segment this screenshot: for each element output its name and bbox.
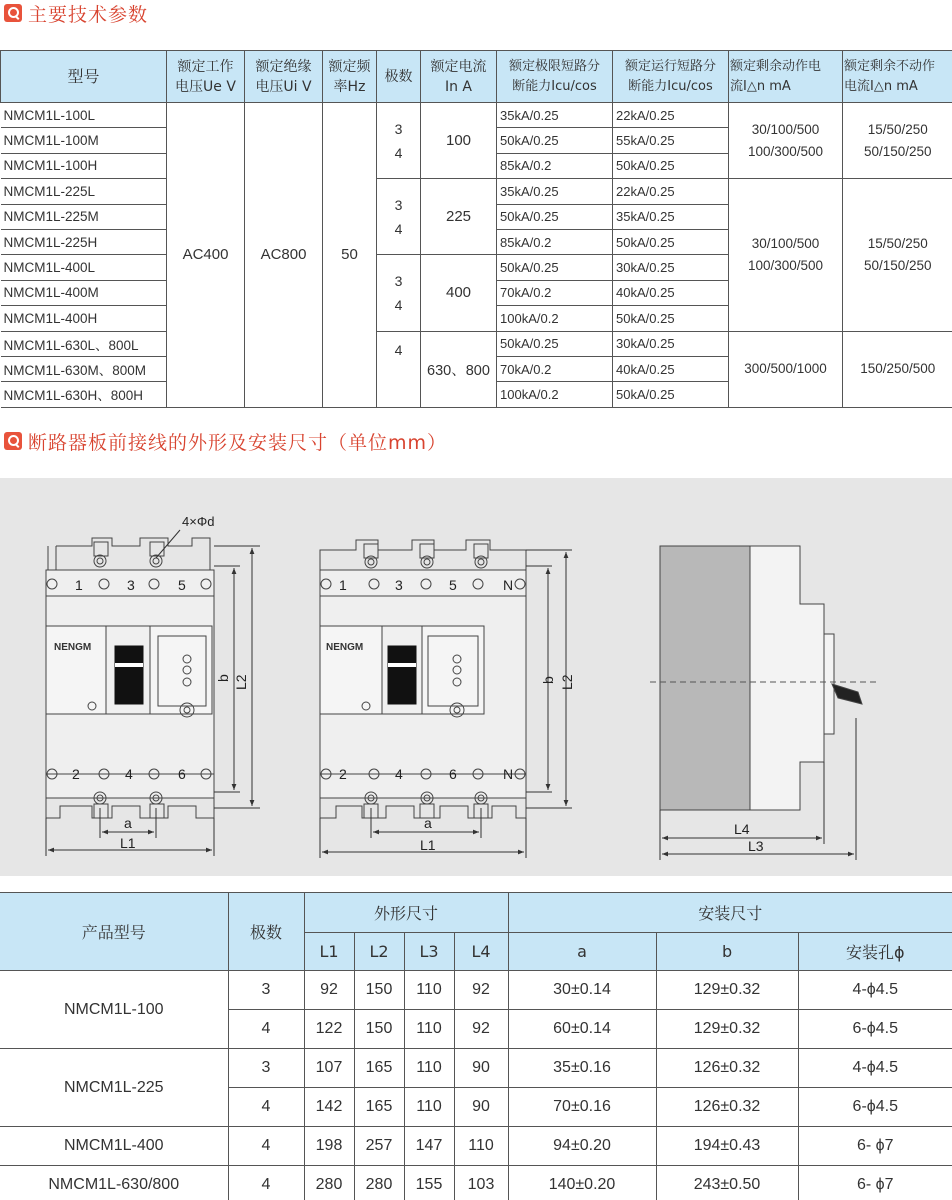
model-cell: NMCM1L-225M [1, 204, 167, 229]
search-icon [4, 4, 22, 22]
table-row [1, 331, 952, 356]
ics-cell: 35kA/0.25 [613, 204, 729, 229]
L4-cell: 90 [454, 1088, 508, 1127]
idno-cell: 150/250/500 [843, 331, 952, 407]
poles-cell: 4 [377, 331, 421, 407]
a-cell: 70±0.16 [508, 1088, 656, 1127]
L3-cell: 155 [404, 1166, 454, 1200]
model-cell: NMCM1L-100M [1, 128, 167, 153]
header-icu: 额定极限短路分 断能力Icu/cos [497, 51, 613, 103]
ui-cell: AC800 [245, 103, 323, 408]
hole-cell: 4-ϕ4.5 [798, 971, 952, 1010]
header-a: a [508, 933, 656, 971]
L3-cell: 110 [404, 1010, 454, 1049]
icu-cell: 70kA/0.2 [497, 356, 613, 381]
terminal-label: 4 [395, 766, 403, 782]
L3-cell: 110 [404, 1088, 454, 1127]
ics-cell: 40kA/0.25 [613, 280, 729, 305]
b-cell: 126±0.32 [656, 1049, 798, 1088]
model-cell: NMCM1L-100L [1, 103, 167, 128]
poles-cell: 3 4 [377, 103, 421, 179]
L2-cell: 280 [354, 1166, 404, 1200]
b-cell: 129±0.32 [656, 971, 798, 1010]
L2-cell: 150 [354, 1010, 404, 1049]
terminal-label: 2 [339, 766, 347, 782]
ics-cell: 30kA/0.25 [613, 255, 729, 280]
idn-cell: 30/100/500 100/300/500 [729, 179, 843, 331]
ics-cell: 50kA/0.25 [613, 153, 729, 178]
leader-line [156, 530, 180, 558]
four-pole-front-view [320, 540, 526, 818]
terminal-label: 3 [395, 577, 403, 593]
a-cell: 35±0.16 [508, 1049, 656, 1088]
spec-section-title: 主要技术参数 [4, 0, 148, 26]
idn-cell: 30/100/500 100/300/500 [729, 103, 843, 179]
header-product: 产品型号 [0, 893, 228, 971]
icu-cell: 50kA/0.25 [497, 331, 613, 356]
header-model: 型号 [1, 51, 167, 103]
terminal-label: 5 [449, 577, 457, 593]
L1-cell: 107 [304, 1049, 354, 1088]
dim-header-row [0, 893, 952, 933]
model-cell: NMCM1L-225H [1, 229, 167, 254]
idno-cell: 15/50/250 50/150/250 [843, 179, 952, 331]
header-poles: 极数 [377, 51, 421, 103]
poles-cell: 4 [228, 1166, 304, 1200]
table-row [1, 103, 952, 128]
terminal-label: 5 [178, 577, 186, 593]
icu-cell: 35kA/0.25 [497, 103, 613, 128]
b-cell: 129±0.32 [656, 1010, 798, 1049]
L2-cell: 165 [354, 1088, 404, 1127]
hole-cell: 6- ϕ7 [798, 1166, 952, 1200]
model-cell: NMCM1L-630L、800L [1, 331, 167, 356]
L4-cell: 90 [454, 1049, 508, 1088]
header-idn: 额定剩余动作电 流I△n mA [729, 51, 843, 103]
a-cell: 94±0.20 [508, 1127, 656, 1166]
search-icon [4, 432, 22, 450]
dim-label-L2: L2 [233, 674, 249, 690]
dimension-diagram [0, 478, 952, 876]
model-cell: NMCM1L-400M [1, 280, 167, 305]
L2-cell: 150 [354, 971, 404, 1010]
hole-cell: 6- ϕ7 [798, 1127, 952, 1166]
current-cell: 630、800 [421, 331, 497, 407]
terminal-label: N [503, 577, 514, 593]
terminal-label: 4 [125, 766, 133, 782]
current-cell: 225 [421, 179, 497, 255]
table-row [0, 971, 952, 1010]
model-cell: NMCM1L-225L [1, 179, 167, 204]
dim-label-a: a [124, 815, 132, 831]
header-idno: 额定剩余不动作 电流I△n mA [843, 51, 952, 103]
L2-cell: 257 [354, 1127, 404, 1166]
header-L3: L3 [404, 933, 454, 971]
poles-cell: 4 [228, 1127, 304, 1166]
L4-cell: 110 [454, 1127, 508, 1166]
brand-logo: NENGM [326, 642, 364, 653]
hole-cell: 6-ϕ4.5 [798, 1010, 952, 1049]
terminal-label: 6 [449, 766, 457, 782]
product-cell: NMCM1L-100 [0, 971, 228, 1049]
dim-label-L2: L2 [559, 674, 575, 690]
side-view [650, 546, 880, 810]
terminal-label: N [503, 766, 514, 782]
dim-label-L3: L3 [748, 838, 764, 854]
dim-label-L1: L1 [420, 837, 436, 853]
b-cell: 243±0.50 [656, 1166, 798, 1200]
model-cell: NMCM1L-400L [1, 255, 167, 280]
ics-cell: 50kA/0.25 [613, 306, 729, 331]
a-cell: 60±0.14 [508, 1010, 656, 1049]
hole-label: 4×Φd [182, 514, 215, 529]
icu-cell: 70kA/0.2 [497, 280, 613, 305]
L3-cell: 110 [404, 1049, 454, 1088]
b-cell: 194±0.43 [656, 1127, 798, 1166]
terminal-label: 1 [75, 577, 83, 593]
brand-logo: NENGM [54, 642, 92, 653]
hole-cell: 4-ϕ4.5 [798, 1049, 952, 1088]
terminal-label: 3 [127, 577, 135, 593]
icu-cell: 35kA/0.25 [497, 179, 613, 204]
terminal-label: 1 [339, 577, 347, 593]
ics-cell: 50kA/0.25 [613, 229, 729, 254]
product-cell: NMCM1L-630/800 [0, 1166, 228, 1200]
poles-cell: 3 4 [377, 179, 421, 255]
freq-cell: 50 [323, 103, 377, 408]
ics-cell: 50kA/0.25 [613, 382, 729, 407]
L2-cell: 165 [354, 1049, 404, 1088]
model-cell: NMCM1L-630H、800H [1, 382, 167, 407]
spec-header-row [1, 51, 952, 103]
idno-cell: 15/50/250 50/150/250 [843, 103, 952, 179]
poles-cell: 3 [228, 1049, 304, 1088]
spec-table [0, 50, 952, 408]
L1-cell: 142 [304, 1088, 354, 1127]
L1-cell: 280 [304, 1166, 354, 1200]
header-current: 额定电流 In A [421, 51, 497, 103]
poles-cell: 4 [228, 1088, 304, 1127]
icu-cell: 85kA/0.2 [497, 153, 613, 178]
dim-label-b: b [540, 676, 556, 684]
header-ui: 额定绝缘 电压Ui V [245, 51, 323, 103]
header-ics: 额定运行短路分 断能力Icu/cos [613, 51, 729, 103]
icu-cell: 50kA/0.25 [497, 255, 613, 280]
dim-label-a: a [424, 815, 432, 831]
ics-cell: 22kA/0.25 [613, 179, 729, 204]
header-install: 安装尺寸 [508, 893, 952, 933]
L4-cell: 92 [454, 1010, 508, 1049]
dimension-table [0, 892, 952, 1200]
table-row [0, 1166, 952, 1200]
ics-cell: 22kA/0.25 [613, 103, 729, 128]
terminal-label: 6 [178, 766, 186, 782]
table-row [0, 1127, 952, 1166]
idn-cell: 300/500/1000 [729, 331, 843, 407]
ics-cell: 40kA/0.25 [613, 356, 729, 381]
L3-cell: 110 [404, 971, 454, 1010]
ue-cell: AC400 [167, 103, 245, 408]
a-cell: 140±0.20 [508, 1166, 656, 1200]
L1-cell: 122 [304, 1010, 354, 1049]
poles-cell: 3 [228, 971, 304, 1010]
ics-cell: 55kA/0.25 [613, 128, 729, 153]
L4-cell: 103 [454, 1166, 508, 1200]
current-cell: 400 [421, 255, 497, 331]
L1-cell: 198 [304, 1127, 354, 1166]
table-row [0, 1049, 952, 1088]
icu-cell: 100kA/0.2 [497, 382, 613, 407]
header-L1: L1 [304, 933, 354, 971]
terminal-label: 2 [72, 766, 80, 782]
header-poles: 极数 [228, 893, 304, 971]
L3-cell: 147 [404, 1127, 454, 1166]
hole-cell: 6-ϕ4.5 [798, 1088, 952, 1127]
poles-cell: 3 4 [377, 255, 421, 331]
model-cell: NMCM1L-630M、800M [1, 356, 167, 381]
dim-label-L1: L1 [120, 835, 136, 851]
dim-label-b: b [215, 674, 231, 682]
header-outline: 外形尺寸 [304, 893, 508, 933]
header-L4: L4 [454, 933, 508, 971]
a-cell: 30±0.14 [508, 971, 656, 1010]
current-cell: 100 [421, 103, 497, 179]
header-hole: 安装孔ϕ [798, 933, 952, 971]
icu-cell: 100kA/0.2 [497, 306, 613, 331]
header-b: b [656, 933, 798, 971]
header-ue: 额定工作 电压Ue V [167, 51, 245, 103]
icu-cell: 85kA/0.2 [497, 229, 613, 254]
header-freq: 额定频 率Hz [323, 51, 377, 103]
icu-cell: 50kA/0.25 [497, 204, 613, 229]
L1-cell: 92 [304, 971, 354, 1010]
dim-label-L4: L4 [734, 821, 750, 837]
ics-cell: 30kA/0.25 [613, 331, 729, 356]
product-cell: NMCM1L-400 [0, 1127, 228, 1166]
header-L2: L2 [354, 933, 404, 971]
dim-section-title: 断路器板前接线的外形及安装尺寸（单位mm） [4, 428, 447, 454]
table-row [1, 179, 952, 204]
model-cell: NMCM1L-400H [1, 306, 167, 331]
icu-cell: 50kA/0.25 [497, 128, 613, 153]
product-cell: NMCM1L-225 [0, 1049, 228, 1127]
poles-cell: 4 [228, 1010, 304, 1049]
model-cell: NMCM1L-100H [1, 153, 167, 178]
b-cell: 126±0.32 [656, 1088, 798, 1127]
L4-cell: 92 [454, 971, 508, 1010]
